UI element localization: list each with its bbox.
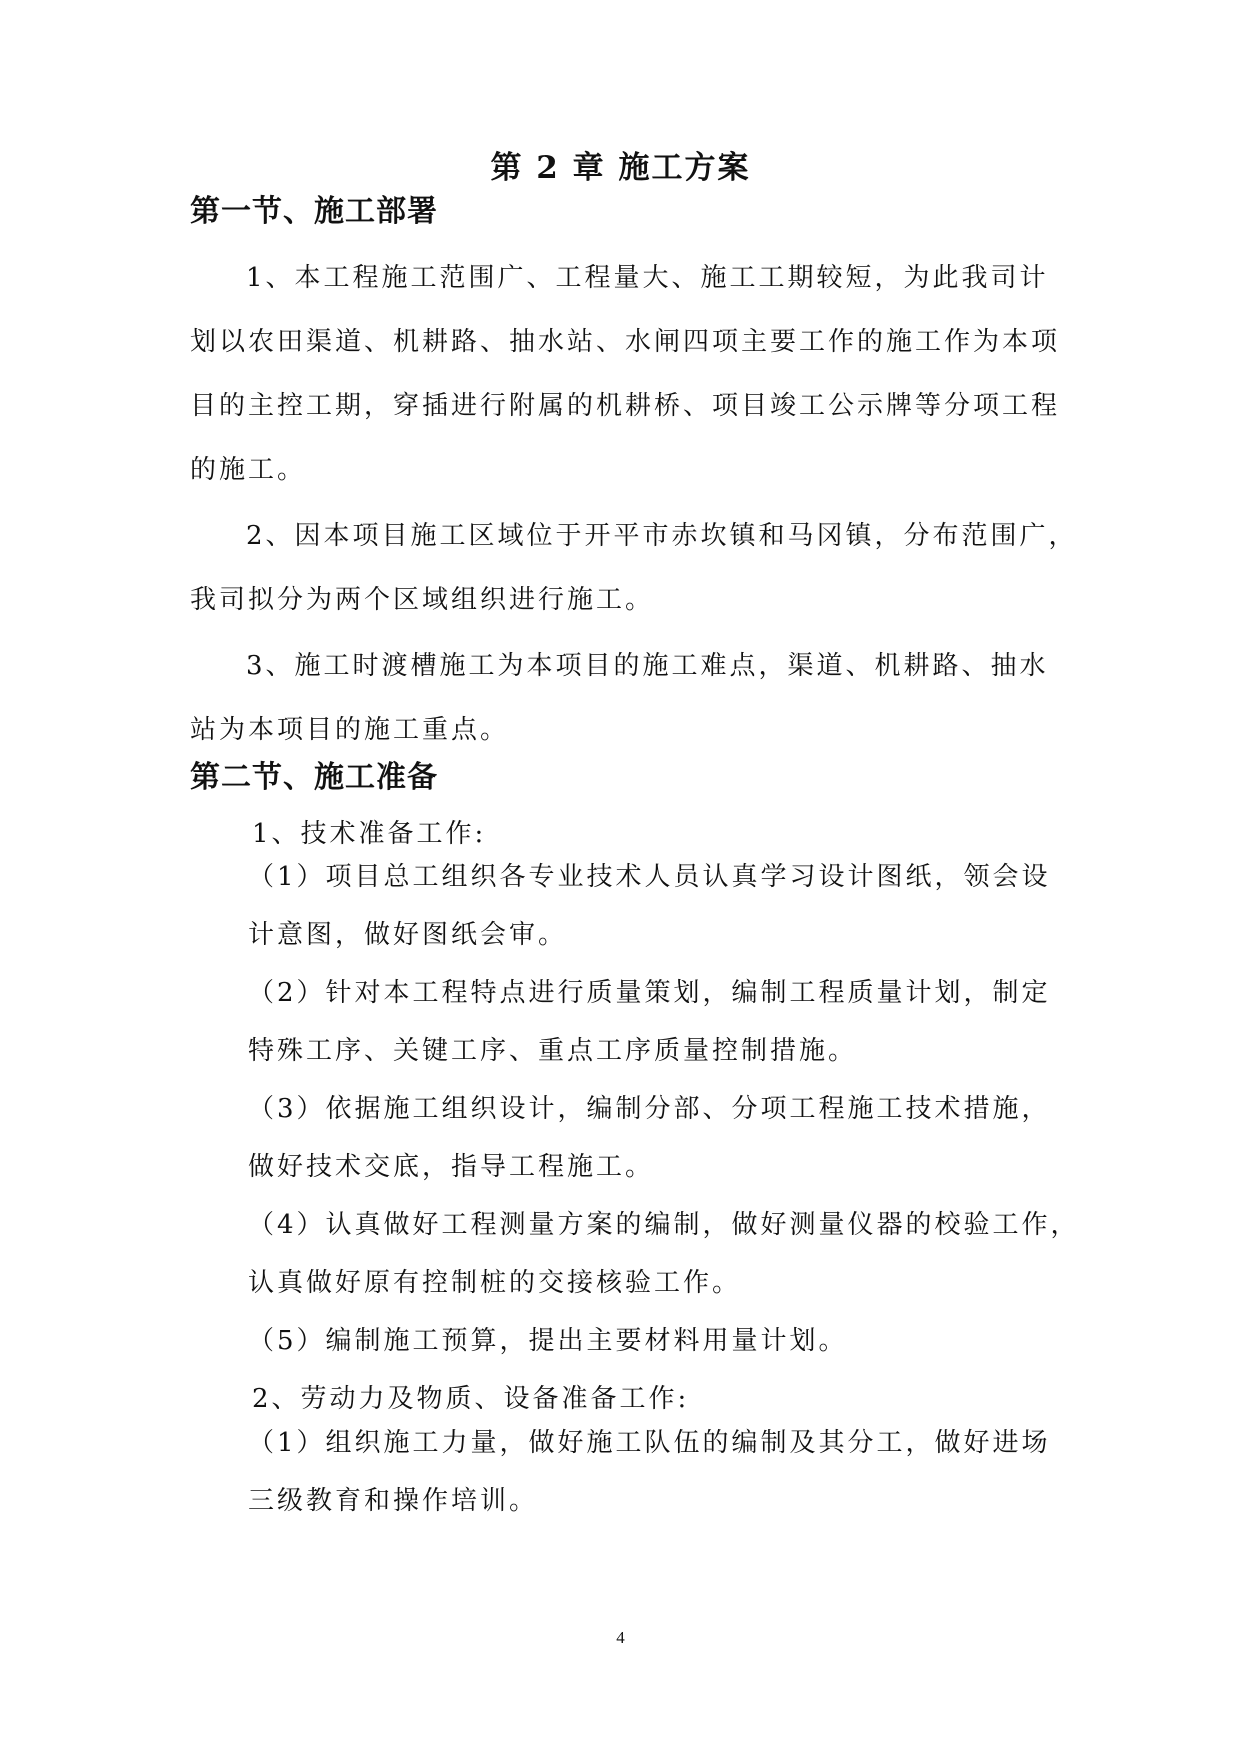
- list-item-line: 做好技术交底，指导工程施工。: [248, 1152, 655, 1182]
- paragraph-1: [190, 246, 1061, 502]
- paragraph-line: 2、因本项目施工区域位于开平市赤坎镇和马冈镇，分布范围广，: [246, 521, 1078, 551]
- paragraph-line: 我司拟分为两个区域组织进行施工。: [190, 585, 655, 615]
- paragraph-2: [190, 504, 1078, 632]
- list-item-4: [248, 1196, 1080, 1312]
- list-item-line: （3）依据施工组织设计，编制分部、分项工程施工技术措施，: [248, 1094, 1051, 1124]
- paragraph-3: [190, 634, 1052, 762]
- paragraph-line: 目的主控工期，穿插进行附属的机耕桥、项目竣工公示牌等分项工程: [190, 391, 1061, 421]
- paragraph-line: 1、本工程施工范围广、工程量大、施工工期较短，为此我司计: [246, 263, 1049, 293]
- list-item-line: 认真做好原有控制桩的交接核验工作。: [248, 1268, 742, 1298]
- list-item-line: （1）项目总工组织各专业技术人员认真学习设计图纸，领会设: [248, 862, 1051, 892]
- list-item-line: （5）编制施工预算，提出主要材料用量计划。: [248, 1326, 848, 1356]
- list-item-6: [248, 1414, 1054, 1530]
- subheading-labor-material-preparation: 2、劳动力及物质、设备准备工作:: [252, 1384, 690, 1414]
- list-item-2: [248, 964, 1054, 1080]
- list-item-line: 特殊工序、关键工序、重点工序质量控制措施。: [248, 1036, 858, 1066]
- paragraph-line: 站为本项目的施工重点。: [190, 715, 510, 745]
- paragraph-line: 3、施工时渡槽施工为本项目的施工难点，渠道、机耕路、抽水: [246, 651, 1049, 681]
- list-item-line: （1）组织施工力量，做好施工队伍的编制及其分工，做好进场: [248, 1428, 1051, 1458]
- list-item-5: [248, 1312, 1054, 1370]
- paragraph-line: 划以农田渠道、机耕路、抽水站、水闸四项主要工作的施工作为本项: [190, 327, 1061, 357]
- section-title-deployment: 第一节、施工部署: [190, 194, 438, 229]
- paragraph-line: 的施工。: [190, 455, 307, 485]
- list-item-line: （2）针对本工程特点进行质量策划，编制工程质量计划，制定: [248, 978, 1051, 1008]
- list-item-3: [248, 1080, 1054, 1196]
- section-title-preparation: 第二节、施工准备: [190, 760, 438, 795]
- subheading-technical-preparation: 1、技术准备工作:: [252, 819, 487, 849]
- list-item-1: [248, 848, 1054, 964]
- chapter-title: 第 2 章 施工方案: [490, 150, 751, 186]
- list-item-line: 三级教育和操作培训。: [248, 1486, 539, 1516]
- page-number: 4: [616, 1628, 625, 1647]
- list-item-line: （4）认真做好工程测量方案的编制，做好测量仪器的校验工作，: [248, 1210, 1080, 1240]
- list-item-line: 计意图，做好图纸会审。: [248, 920, 568, 950]
